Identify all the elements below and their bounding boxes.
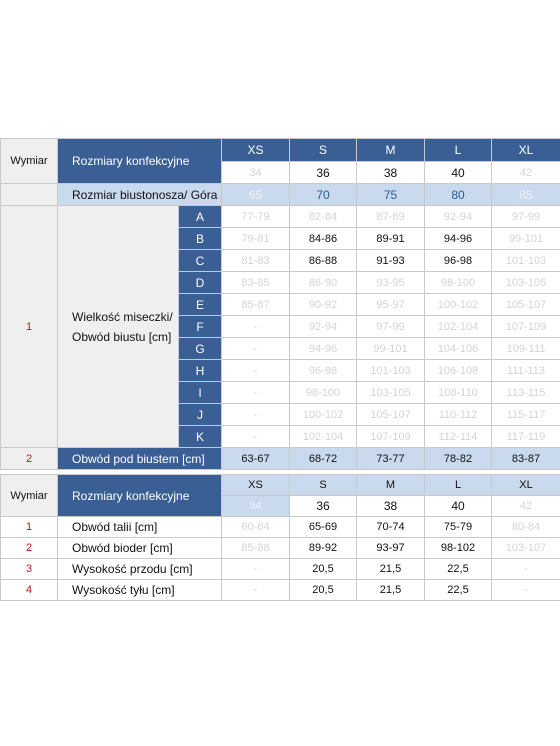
eu-size: 36 — [290, 496, 357, 517]
cup-row-a — [1, 206, 560, 228]
size-letters-row — [1, 139, 560, 162]
bust-value: 105-107 — [492, 294, 560, 316]
measure-value: 21,5 — [357, 580, 425, 601]
wymiar-label: Wymiar — [1, 139, 58, 184]
bust-value: 85-87 — [222, 294, 290, 316]
underbust-value: 83-87 — [492, 448, 560, 470]
measure-value: 60-64 — [222, 517, 290, 538]
bust-value: 101-103 — [357, 360, 425, 382]
bust-value: - — [222, 338, 290, 360]
bust-value: 95-97 — [357, 294, 425, 316]
bust-value: 86-88 — [290, 250, 357, 272]
bust-value: - — [222, 426, 290, 448]
bra-size: 65 — [222, 184, 290, 206]
underbust-value: 63-67 — [222, 448, 290, 470]
bust-value: - — [222, 404, 290, 426]
bust-value: 98-100 — [425, 272, 492, 294]
measure-value: 89-92 — [290, 538, 357, 559]
size-l: L — [425, 139, 492, 162]
size-m: M — [357, 475, 425, 496]
bust-value: 83-85 — [222, 272, 290, 294]
bust-value: 99-101 — [492, 228, 560, 250]
bust-value: 102-104 — [425, 316, 492, 338]
measure-value: 103-107 — [492, 538, 560, 559]
row-number: 4 — [1, 580, 58, 601]
waist-row — [1, 517, 560, 538]
eu-size: 38 — [357, 162, 425, 184]
cup-letter: I — [179, 382, 222, 404]
rozmiary-header: Rozmiary konfekcyjne — [58, 139, 222, 184]
bust-value: 91-93 — [357, 250, 425, 272]
measure-value: 75-79 — [425, 517, 492, 538]
measure-value: - — [492, 580, 560, 601]
measure-label: Wysokość przodu [cm] — [58, 559, 222, 580]
row-number: 3 — [1, 559, 58, 580]
cup-letter: E — [179, 294, 222, 316]
measure-label: Obwód bioder [cm] — [58, 538, 222, 559]
bust-value: 108-110 — [425, 382, 492, 404]
bust-value: 79-81 — [222, 228, 290, 250]
size-table-top — [0, 138, 560, 470]
bust-value: - — [222, 382, 290, 404]
cup-letter: H — [179, 360, 222, 382]
measure-value: - — [492, 559, 560, 580]
bust-value: 96-98 — [425, 250, 492, 272]
eu-size: 34 — [222, 496, 290, 517]
measure-value: 22,5 — [425, 559, 492, 580]
bust-value: 111-113 — [492, 360, 560, 382]
bust-value: 101-103 — [492, 250, 560, 272]
cup-letter: C — [179, 250, 222, 272]
size-l: L — [425, 475, 492, 496]
bust-value: 102-104 — [290, 426, 357, 448]
row-number-1: 1 — [1, 206, 58, 448]
bust-value: 117-119 — [492, 426, 560, 448]
bra-size-row — [1, 184, 560, 206]
cup-letter: D — [179, 272, 222, 294]
bust-value: 98-100 — [290, 382, 357, 404]
bra-size-label: Rozmiar biustonosza/ Góra — [58, 184, 222, 206]
measure-label: Wysokość tyłu [cm] — [58, 580, 222, 601]
bust-value: 110-112 — [425, 404, 492, 426]
cup-letter: A — [179, 206, 222, 228]
bust-value: 104-106 — [425, 338, 492, 360]
bra-size: 75 — [357, 184, 425, 206]
measure-value: 93-97 — [357, 538, 425, 559]
underbust-value: 78-82 — [425, 448, 492, 470]
bust-value: 84-86 — [290, 228, 357, 250]
cup-letter: F — [179, 316, 222, 338]
cup-letter: G — [179, 338, 222, 360]
size-letters-row — [1, 475, 560, 496]
rozmiary-header: Rozmiary konfekcyjne — [58, 475, 222, 517]
measure-value: - — [222, 580, 290, 601]
measure-value: 20,5 — [290, 580, 357, 601]
eu-size: 36 — [290, 162, 357, 184]
bust-value: 115-117 — [492, 404, 560, 426]
measure-value: 20,5 — [290, 559, 357, 580]
underbust-value: 73-77 — [357, 448, 425, 470]
bust-value: 106-108 — [425, 360, 492, 382]
empty-cell — [1, 184, 58, 206]
bust-value: 82-84 — [290, 206, 357, 228]
size-s: S — [290, 475, 357, 496]
bust-value: 94-96 — [290, 338, 357, 360]
measure-value: 85-88 — [222, 538, 290, 559]
measure-value: 98-102 — [425, 538, 492, 559]
underbust-label: Obwód pod biustem [cm] — [58, 448, 222, 470]
measure-value: 21,5 — [357, 559, 425, 580]
bust-value: 99-101 — [357, 338, 425, 360]
bra-size: 70 — [290, 184, 357, 206]
measure-value: 65-69 — [290, 517, 357, 538]
bust-value: 100-102 — [290, 404, 357, 426]
eu-size: 42 — [492, 496, 560, 517]
bust-value: 89-91 — [357, 228, 425, 250]
bust-value: 109-111 — [492, 338, 560, 360]
size-xs: XS — [222, 475, 290, 496]
cup-bust-label: Wielkość miseczki/ Obwód biustu [cm] — [58, 206, 179, 448]
eu-size: 40 — [425, 162, 492, 184]
bust-value: 103-105 — [357, 382, 425, 404]
row-number: 2 — [1, 538, 58, 559]
bust-value: 107-109 — [492, 316, 560, 338]
cup-letter: J — [179, 404, 222, 426]
bust-value: 96-98 — [290, 360, 357, 382]
bust-value: - — [222, 360, 290, 382]
underbust-value: 68-72 — [290, 448, 357, 470]
row-number-2: 2 — [1, 448, 58, 470]
size-m: M — [357, 139, 425, 162]
cup-letter: B — [179, 228, 222, 250]
bust-value: 103-105 — [492, 272, 560, 294]
eu-size: 34 — [222, 162, 290, 184]
eu-size: 42 — [492, 162, 560, 184]
hips-row — [1, 538, 560, 559]
eu-size: 38 — [357, 496, 425, 517]
bust-value: 97-99 — [357, 316, 425, 338]
eu-size: 40 — [425, 496, 492, 517]
bust-value: 81-83 — [222, 250, 290, 272]
bust-value: 88-90 — [290, 272, 357, 294]
back-height-row — [1, 580, 560, 601]
bust-value: 113-115 — [492, 382, 560, 404]
bust-value: 94-96 — [425, 228, 492, 250]
size-xl: XL — [492, 139, 560, 162]
bra-size: 80 — [425, 184, 492, 206]
measure-value: - — [222, 559, 290, 580]
bust-value: 112-114 — [425, 426, 492, 448]
size-s: S — [290, 139, 357, 162]
bust-value: 105-107 — [357, 404, 425, 426]
measure-value: 70-74 — [357, 517, 425, 538]
cup-letter: K — [179, 426, 222, 448]
front-height-row — [1, 559, 560, 580]
bust-value: 92-94 — [425, 206, 492, 228]
size-xs: XS — [222, 139, 290, 162]
measure-value: 22,5 — [425, 580, 492, 601]
bust-value: - — [222, 316, 290, 338]
bust-value: 100-102 — [425, 294, 492, 316]
measure-value: 80-84 — [492, 517, 560, 538]
bust-value: 107-109 — [357, 426, 425, 448]
bust-value: 87-89 — [357, 206, 425, 228]
underbust-row — [1, 448, 560, 470]
wymiar-label: Wymiar — [1, 475, 58, 517]
size-table-bottom — [0, 474, 560, 601]
bust-value: 97-99 — [492, 206, 560, 228]
bust-value: 90-92 — [290, 294, 357, 316]
row-number: 1 — [1, 517, 58, 538]
size-xl: XL — [492, 475, 560, 496]
bust-value: 92-94 — [290, 316, 357, 338]
bust-value: 93-95 — [357, 272, 425, 294]
measure-label: Obwód talii [cm] — [58, 517, 222, 538]
bra-size: 85 — [492, 184, 560, 206]
bust-value: 77-79 — [222, 206, 290, 228]
